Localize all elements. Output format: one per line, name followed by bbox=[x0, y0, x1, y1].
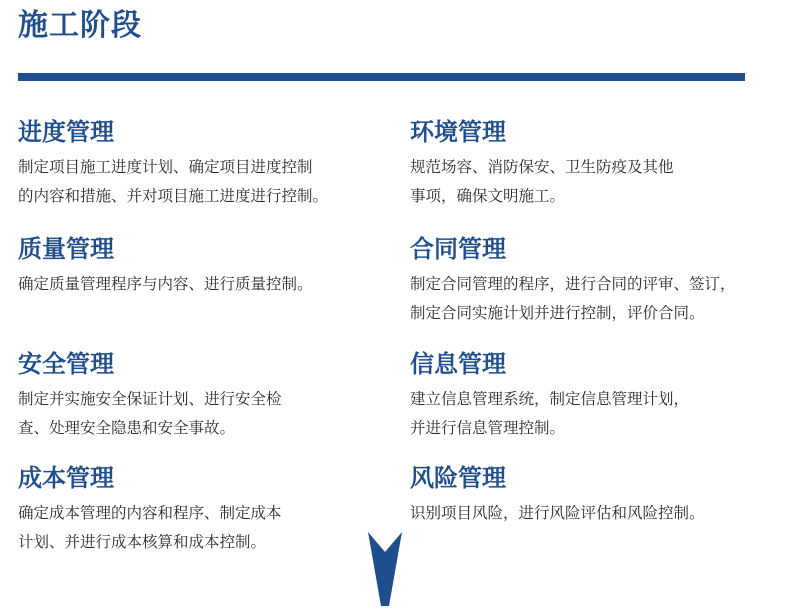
description-line: 识别项目风险，进行风险评估和风险控制。 bbox=[410, 504, 705, 522]
section-heading: 风险管理 bbox=[410, 464, 506, 492]
section-risk-management bbox=[410, 461, 780, 528]
section-safety-management bbox=[18, 347, 388, 443]
section-heading: 安全管理 bbox=[18, 350, 114, 378]
page-title: 施工阶段 bbox=[18, 8, 142, 43]
section-heading: 成本管理 bbox=[18, 464, 114, 492]
section-quality-management bbox=[18, 232, 388, 299]
section-environment-management bbox=[410, 115, 780, 211]
description-line: 制定并实施安全保证计划、进行安全检 bbox=[18, 390, 282, 408]
down-arrow-icon bbox=[367, 532, 403, 610]
section-description bbox=[18, 385, 388, 443]
section-description bbox=[410, 270, 780, 328]
description-line: 确定成本管理的内容和程序、制定成本 bbox=[18, 504, 282, 522]
section-description bbox=[18, 499, 388, 557]
section-heading: 合同管理 bbox=[410, 235, 506, 263]
section-heading: 环境管理 bbox=[410, 118, 506, 146]
section-heading: 进度管理 bbox=[18, 118, 114, 146]
section-information-management bbox=[410, 347, 780, 443]
description-line: 规范场容、消防保安、卫生防疫及其他 bbox=[410, 158, 674, 176]
section-heading: 质量管理 bbox=[18, 235, 114, 263]
section-schedule-management bbox=[18, 115, 388, 211]
section-description bbox=[410, 153, 780, 211]
description-line: 制定合同实施计划并进行控制，评价合同。 bbox=[410, 304, 705, 322]
description-line: 确定质量管理程序与内容、进行质量控制。 bbox=[18, 275, 313, 293]
description-line: 制定合同管理的程序，进行合同的评审、签订， bbox=[410, 275, 736, 293]
description-line: 计划、并进行成本核算和成本控制。 bbox=[18, 533, 267, 551]
description-line: 查、处理安全隐患和安全事故。 bbox=[18, 419, 236, 437]
description-line: 建立信息管理系统，制定信息管理计划， bbox=[410, 390, 690, 408]
title-divider bbox=[18, 73, 745, 81]
section-description bbox=[410, 499, 780, 528]
section-contract-management bbox=[410, 232, 780, 328]
section-description bbox=[18, 153, 388, 211]
description-line: 事项，确保文明施工。 bbox=[410, 187, 566, 205]
section-cost-management bbox=[18, 461, 388, 557]
description-line: 的内容和措施、并对项目施工进度进行控制。 bbox=[18, 187, 329, 205]
section-heading: 信息管理 bbox=[410, 350, 506, 378]
description-line: 制定项目施工进度计划、确定项目进度控制 bbox=[18, 158, 313, 176]
section-description bbox=[18, 270, 388, 299]
section-description bbox=[410, 385, 780, 443]
description-line: 并进行信息管理控制。 bbox=[410, 419, 566, 437]
